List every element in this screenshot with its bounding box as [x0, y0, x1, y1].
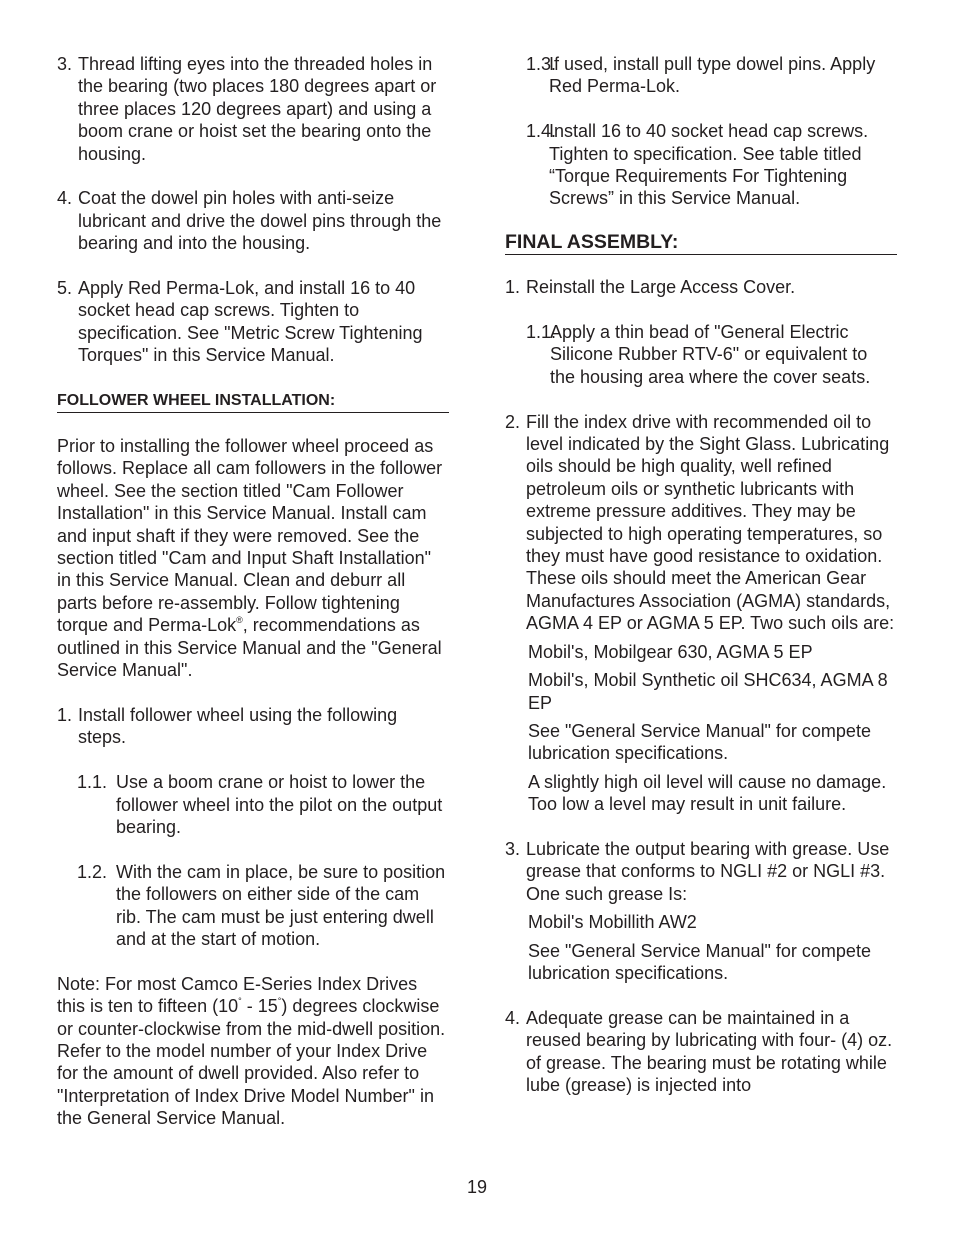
- step-text: Install follower wheel using the following steps.: [78, 704, 398, 748]
- note-text-b: - 15: [241, 996, 278, 1017]
- intro-text-b: , recommendations as outlined in this Service Manual and the "General Service Manual".: [57, 615, 442, 681]
- step-text: If used, install pull type dowel pins. Apply Red Perma-Lok.: [549, 54, 876, 97]
- step-text: Lubricate the output bearing with grease. Use grease that conforms to NGLI #2 or NGLI #3. One such grease Is:: [526, 838, 890, 904]
- step-number: 1.2.: [77, 861, 108, 882]
- step-number: 1.3.: [526, 54, 557, 74]
- sub-list-item: [526, 120, 897, 210]
- step-text: Thread lifting eyes into the threaded holes in the bearing (two places 180 degrees apart or three places 120 degrees apart) and using a boom crane or hoist set the bearing onto the housing.: [78, 54, 437, 164]
- reference-note: See "General Service Manual" for compete lubrication specifications.: [528, 940, 871, 983]
- list-item: [57, 187, 449, 254]
- section-heading-final-assembly: FINAL ASSEMBLY:: [505, 230, 897, 255]
- list-item: [505, 411, 897, 635]
- step-text: Apply Red Perma-Lok, and install 16 to 40 socket head cap screws. Tighten to specification. See "Metric Screw Tightening Torques" in this Service Manual.: [78, 278, 423, 366]
- step-number: 5.: [57, 278, 73, 299]
- step-text: Install 16 to 40 socket head cap screws. Tighten to specification. See table titled “Torque Requirements For Tightening Screws” in this Service Manual.: [549, 121, 869, 209]
- oil-level-note: A slightly high oil level will cause no damage. Too low a level may result in unit failure.: [528, 771, 887, 815]
- step-text: Coat the dowel pin holes with anti-seize lubricant and drive the dowel pins through the bearing and into the housing.: [78, 188, 442, 254]
- step-number: 1.1.: [526, 322, 557, 343]
- right-column: [505, 53, 897, 1119]
- step-number: 1.: [57, 704, 73, 725]
- grease-recommendation: Mobil's Mobillith AW2: [528, 912, 697, 933]
- degree-mark: °: [277, 996, 282, 1007]
- reference-note: See "General Service Manual" for compete lubrication specifications.: [528, 720, 871, 764]
- step-number: 3.: [57, 54, 73, 74]
- list-item: [57, 704, 449, 749]
- step-text: Apply a thin bead of "General Electric Silicone Rubber RTV-6" or equivalent to the housing area where the cover seats.: [550, 322, 871, 387]
- left-column: [57, 53, 449, 1152]
- step-number: 1.4.: [526, 121, 557, 142]
- step-number: 3.: [505, 838, 521, 859]
- list-item: [505, 838, 897, 905]
- list-item: [505, 276, 897, 298]
- page-number: 19: [466, 1177, 488, 1197]
- sub-list-item: [77, 771, 449, 838]
- list-item: [57, 53, 449, 165]
- step-text: Reinstall the Large Access Cover.: [526, 277, 796, 298]
- registered-mark: ®: [236, 615, 243, 626]
- section-heading-follower-wheel: FOLLOWER WHEEL INSTALLATION:: [57, 389, 449, 413]
- note-text-c: ) degrees clockwise or counter-clockwise from the mid-dwell position. Refer to the model number of your Index Drive for the amount of dwell provided. Also refer to "Interpretation of Index Drive Model Number" in the General Service Manual.: [57, 996, 446, 1129]
- step-number: 1.1.: [77, 772, 108, 793]
- sub-list-item: [526, 321, 897, 388]
- list-item: [505, 1007, 897, 1097]
- step-text: Adequate grease can be maintained in a reused bearing by lubricating with four- (4) oz. of grease. The bearing must be rotating while lube (grease) is injected into: [526, 1007, 893, 1095]
- oil-recommendation: Mobil's, Mobilgear 630, AGMA 5 EP: [528, 641, 813, 662]
- sub-list-item: [77, 861, 449, 951]
- list-item: [57, 277, 449, 367]
- oil-recommendation: Mobil's, Mobil Synthetic oil SHC634, AGMA 8 EP: [528, 670, 888, 713]
- step-text: Use a boom crane or hoist to lower the follower wheel into the pilot on the output bearing.: [116, 772, 443, 837]
- degree-mark: °: [238, 996, 242, 1007]
- note-paragraph: [57, 973, 449, 1130]
- step-number: 4.: [57, 188, 73, 209]
- step-text: Fill the index drive with recommended oil to level indicated by the Sight Glass. Lubricating oils should be high quality, well refined petroleum oils or synthetic lubricants with extreme pressure additives. They may be subjected to high operating temperatures, so they must have good resistance to oxidation. These oils should meet the American Gear Manufactures Association (AGMA) standards, AGMA 4 EP or AGMA 5 EP. Two such oils are:: [526, 411, 895, 634]
- intro-paragraph: [57, 435, 449, 681]
- sub-list-item: [526, 53, 897, 98]
- step-number: 1.: [505, 277, 521, 298]
- step-number: 2.: [505, 411, 521, 432]
- note-text-a: Note: For most Camco E-Series Index Drives this is ten to fifteen (10: [57, 973, 418, 1017]
- step-number: 4.: [505, 1007, 521, 1028]
- intro-text-a: Prior to installing the follower wheel proceed as follows. Replace all cam followers in the follower wheel. See the section titled "Cam Follower Installation" in this Service Manual. Install cam and input shaft if they were removed. See the section titled "Cam and Input Shaft Installation" in this Service Manual. Clean and deburr all parts before re-assembly. Follow tightening torque and Perma-Lok: [57, 436, 443, 636]
- step-text: With the cam in place, be sure to position the followers on either side of the cam rib. The cam must be just entering dwell and at the start of motion.: [116, 861, 446, 949]
